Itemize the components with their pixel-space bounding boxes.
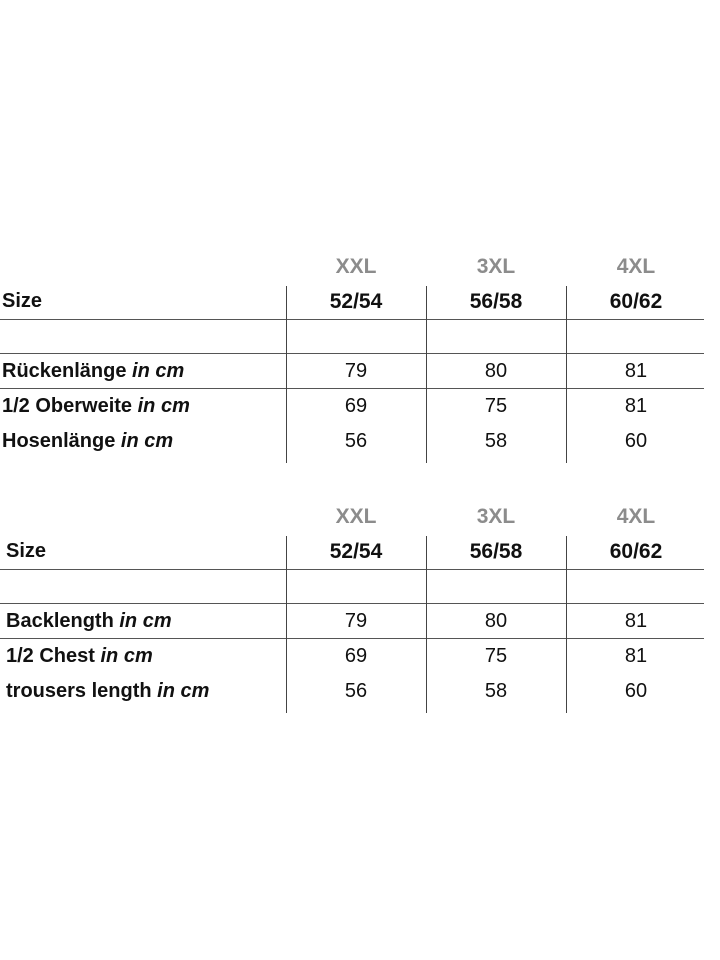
value-cell: 79 [344, 359, 368, 382]
column-divider [566, 536, 567, 713]
size-code-4xl: 4XL [616, 505, 656, 528]
column-divider [426, 536, 427, 713]
value-cell: 75 [484, 395, 508, 417]
size-numeric-4xl: 60/62 [609, 539, 663, 563]
row-unit: in cm [119, 609, 172, 632]
value-cell: 56 [344, 430, 368, 452]
row-label: Backlength [6, 609, 114, 632]
value-cell: 69 [344, 395, 368, 417]
size-numeric-3xl: 56/58 [469, 289, 523, 313]
value-cell: 81 [624, 395, 648, 417]
size-code-3xl: 3XL [476, 255, 516, 278]
size-code-4xl: 4XL [616, 255, 656, 278]
column-divider [566, 286, 567, 463]
value-cell: 80 [484, 609, 508, 632]
row-unit: in cm [120, 430, 174, 452]
size-row [0, 284, 704, 320]
row-unit: in cm [157, 680, 210, 702]
value-cell: 80 [484, 359, 508, 382]
column-divider [286, 536, 287, 713]
row-label: 1/2 Chest [6, 645, 95, 667]
value-cell: 79 [344, 609, 368, 632]
value-cell: 56 [344, 680, 368, 702]
value-cell: 58 [484, 430, 508, 452]
size-code-row [0, 250, 704, 284]
size-code-xxl: XXL [335, 505, 377, 528]
row-unit: in cm [100, 645, 153, 667]
row-unit: in cm [132, 359, 185, 382]
size-numeric-4xl: 60/62 [609, 289, 663, 313]
size-table-english [0, 500, 704, 709]
blank-row [0, 320, 704, 354]
value-cell: 81 [624, 645, 648, 667]
measurement-row-half-chest [0, 639, 704, 674]
value-cell: 75 [484, 645, 508, 667]
size-code-row [0, 500, 704, 534]
value-cell: 69 [344, 645, 368, 667]
value-cell: 60 [624, 680, 648, 702]
size-code-xxl: XXL [335, 255, 377, 278]
size-label: Size [6, 540, 47, 562]
size-numeric-xxl: 52/54 [329, 289, 383, 313]
value-cell: 81 [624, 609, 648, 632]
size-label: Size [2, 290, 43, 312]
measurement-row-trousers-length [0, 674, 704, 709]
row-unit: in cm [137, 395, 190, 417]
size-numeric-3xl: 56/58 [469, 539, 523, 563]
row-label: trousers length [6, 680, 152, 702]
measurement-row-trousers-length [0, 424, 704, 459]
row-label: 1/2 Oberweite [2, 395, 133, 417]
value-cell: 60 [624, 430, 648, 452]
blank-row [0, 570, 704, 604]
value-cell: 58 [484, 680, 508, 702]
column-divider [286, 286, 287, 463]
value-cell: 81 [624, 359, 648, 382]
row-label: Rückenlänge [2, 359, 127, 382]
measurement-row-back-length [0, 354, 704, 389]
size-row [0, 534, 704, 570]
row-label: Hosenlänge [2, 430, 116, 452]
size-table-german [0, 250, 704, 459]
size-code-3xl: 3XL [476, 505, 516, 528]
measurement-row-half-chest [0, 389, 704, 424]
measurement-row-back-length [0, 604, 704, 639]
size-numeric-xxl: 52/54 [329, 539, 383, 563]
column-divider [426, 286, 427, 463]
